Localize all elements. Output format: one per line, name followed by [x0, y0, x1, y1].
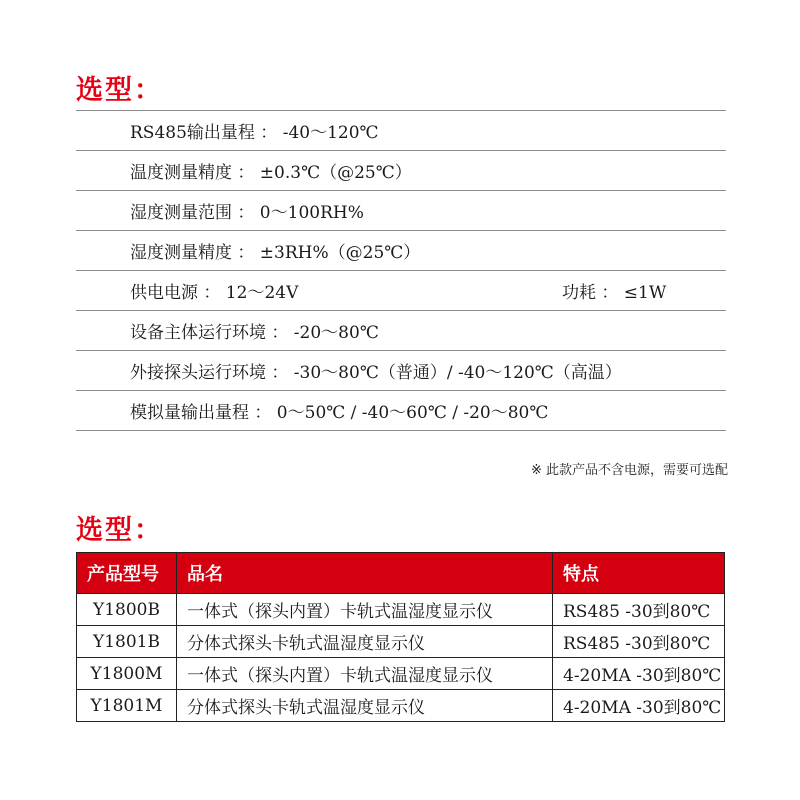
spec-text: 外接探头运行环境 ： -30～80℃（普通）/ -40～120℃（高温） — [130, 363, 622, 383]
spec-text: 温度测量精度 ： ±0.3℃（@25℃） — [130, 163, 412, 183]
spec-row-humidity-accuracy — [76, 230, 726, 270]
table-row — [77, 594, 725, 626]
section-title-models: 选型： — [76, 515, 163, 546]
table-row — [77, 658, 725, 690]
spec-row-temp-accuracy — [76, 150, 726, 190]
cell-name: 分体式探头卡轨式温湿度显示仪 — [177, 690, 553, 722]
cell-model: Y1800M — [77, 658, 177, 690]
cell-name: 一体式（探头内置）卡轨式温湿度显示仪 — [177, 594, 553, 626]
spec-list — [76, 110, 726, 431]
spec-text: 湿度测量精度 ： ±3RH%（@25℃） — [130, 243, 421, 263]
cell-name: 分体式探头卡轨式温湿度显示仪 — [177, 626, 553, 658]
spec-power-consumption: 功耗 ： ≤1W — [562, 283, 667, 303]
cell-model: Y1801M — [77, 690, 177, 722]
spec-row-device-environment — [76, 310, 726, 350]
table-header-row — [77, 553, 725, 594]
spec-text: 模拟量输出量程 ： 0～50℃ / -40～60℃ / -20～80℃ — [130, 403, 549, 423]
header-feature: 特点 — [553, 553, 725, 594]
cell-feature: RS485 -30到80℃ — [553, 626, 725, 658]
spec-row-probe-environment — [76, 350, 726, 390]
spec-text: 设备主体运行环境 ： -20～80℃ — [130, 323, 379, 343]
spec-row-power — [76, 270, 726, 310]
cell-name: 一体式（探头内置）卡轨式温湿度显示仪 — [177, 658, 553, 690]
header-model: 产品型号 — [77, 553, 177, 594]
cell-feature: RS485 -30到80℃ — [553, 594, 725, 626]
cell-model: Y1800B — [77, 594, 177, 626]
spec-row-rs485-range — [76, 110, 726, 150]
spec-text: 湿度测量范围 ： 0～100RH% — [130, 203, 364, 223]
table-row — [77, 626, 725, 658]
section-title-specs: 选型： — [76, 75, 163, 106]
spec-text: RS485输出量程 ： -40～120℃ — [130, 123, 379, 143]
cell-feature: 4-20MA -30到80℃ — [553, 658, 725, 690]
spec-text: 供电电源 ： 12～24V — [130, 283, 299, 303]
model-table — [76, 552, 725, 722]
power-note: ※ 此款产品不含电源，需要可选配 — [530, 463, 728, 478]
spec-row-humidity-range — [76, 190, 726, 230]
cell-model: Y1801B — [77, 626, 177, 658]
header-name: 品名 — [177, 553, 553, 594]
table-row — [77, 690, 725, 722]
cell-feature: 4-20MA -30到80℃ — [553, 690, 725, 722]
spec-row-analog-range — [76, 390, 726, 431]
